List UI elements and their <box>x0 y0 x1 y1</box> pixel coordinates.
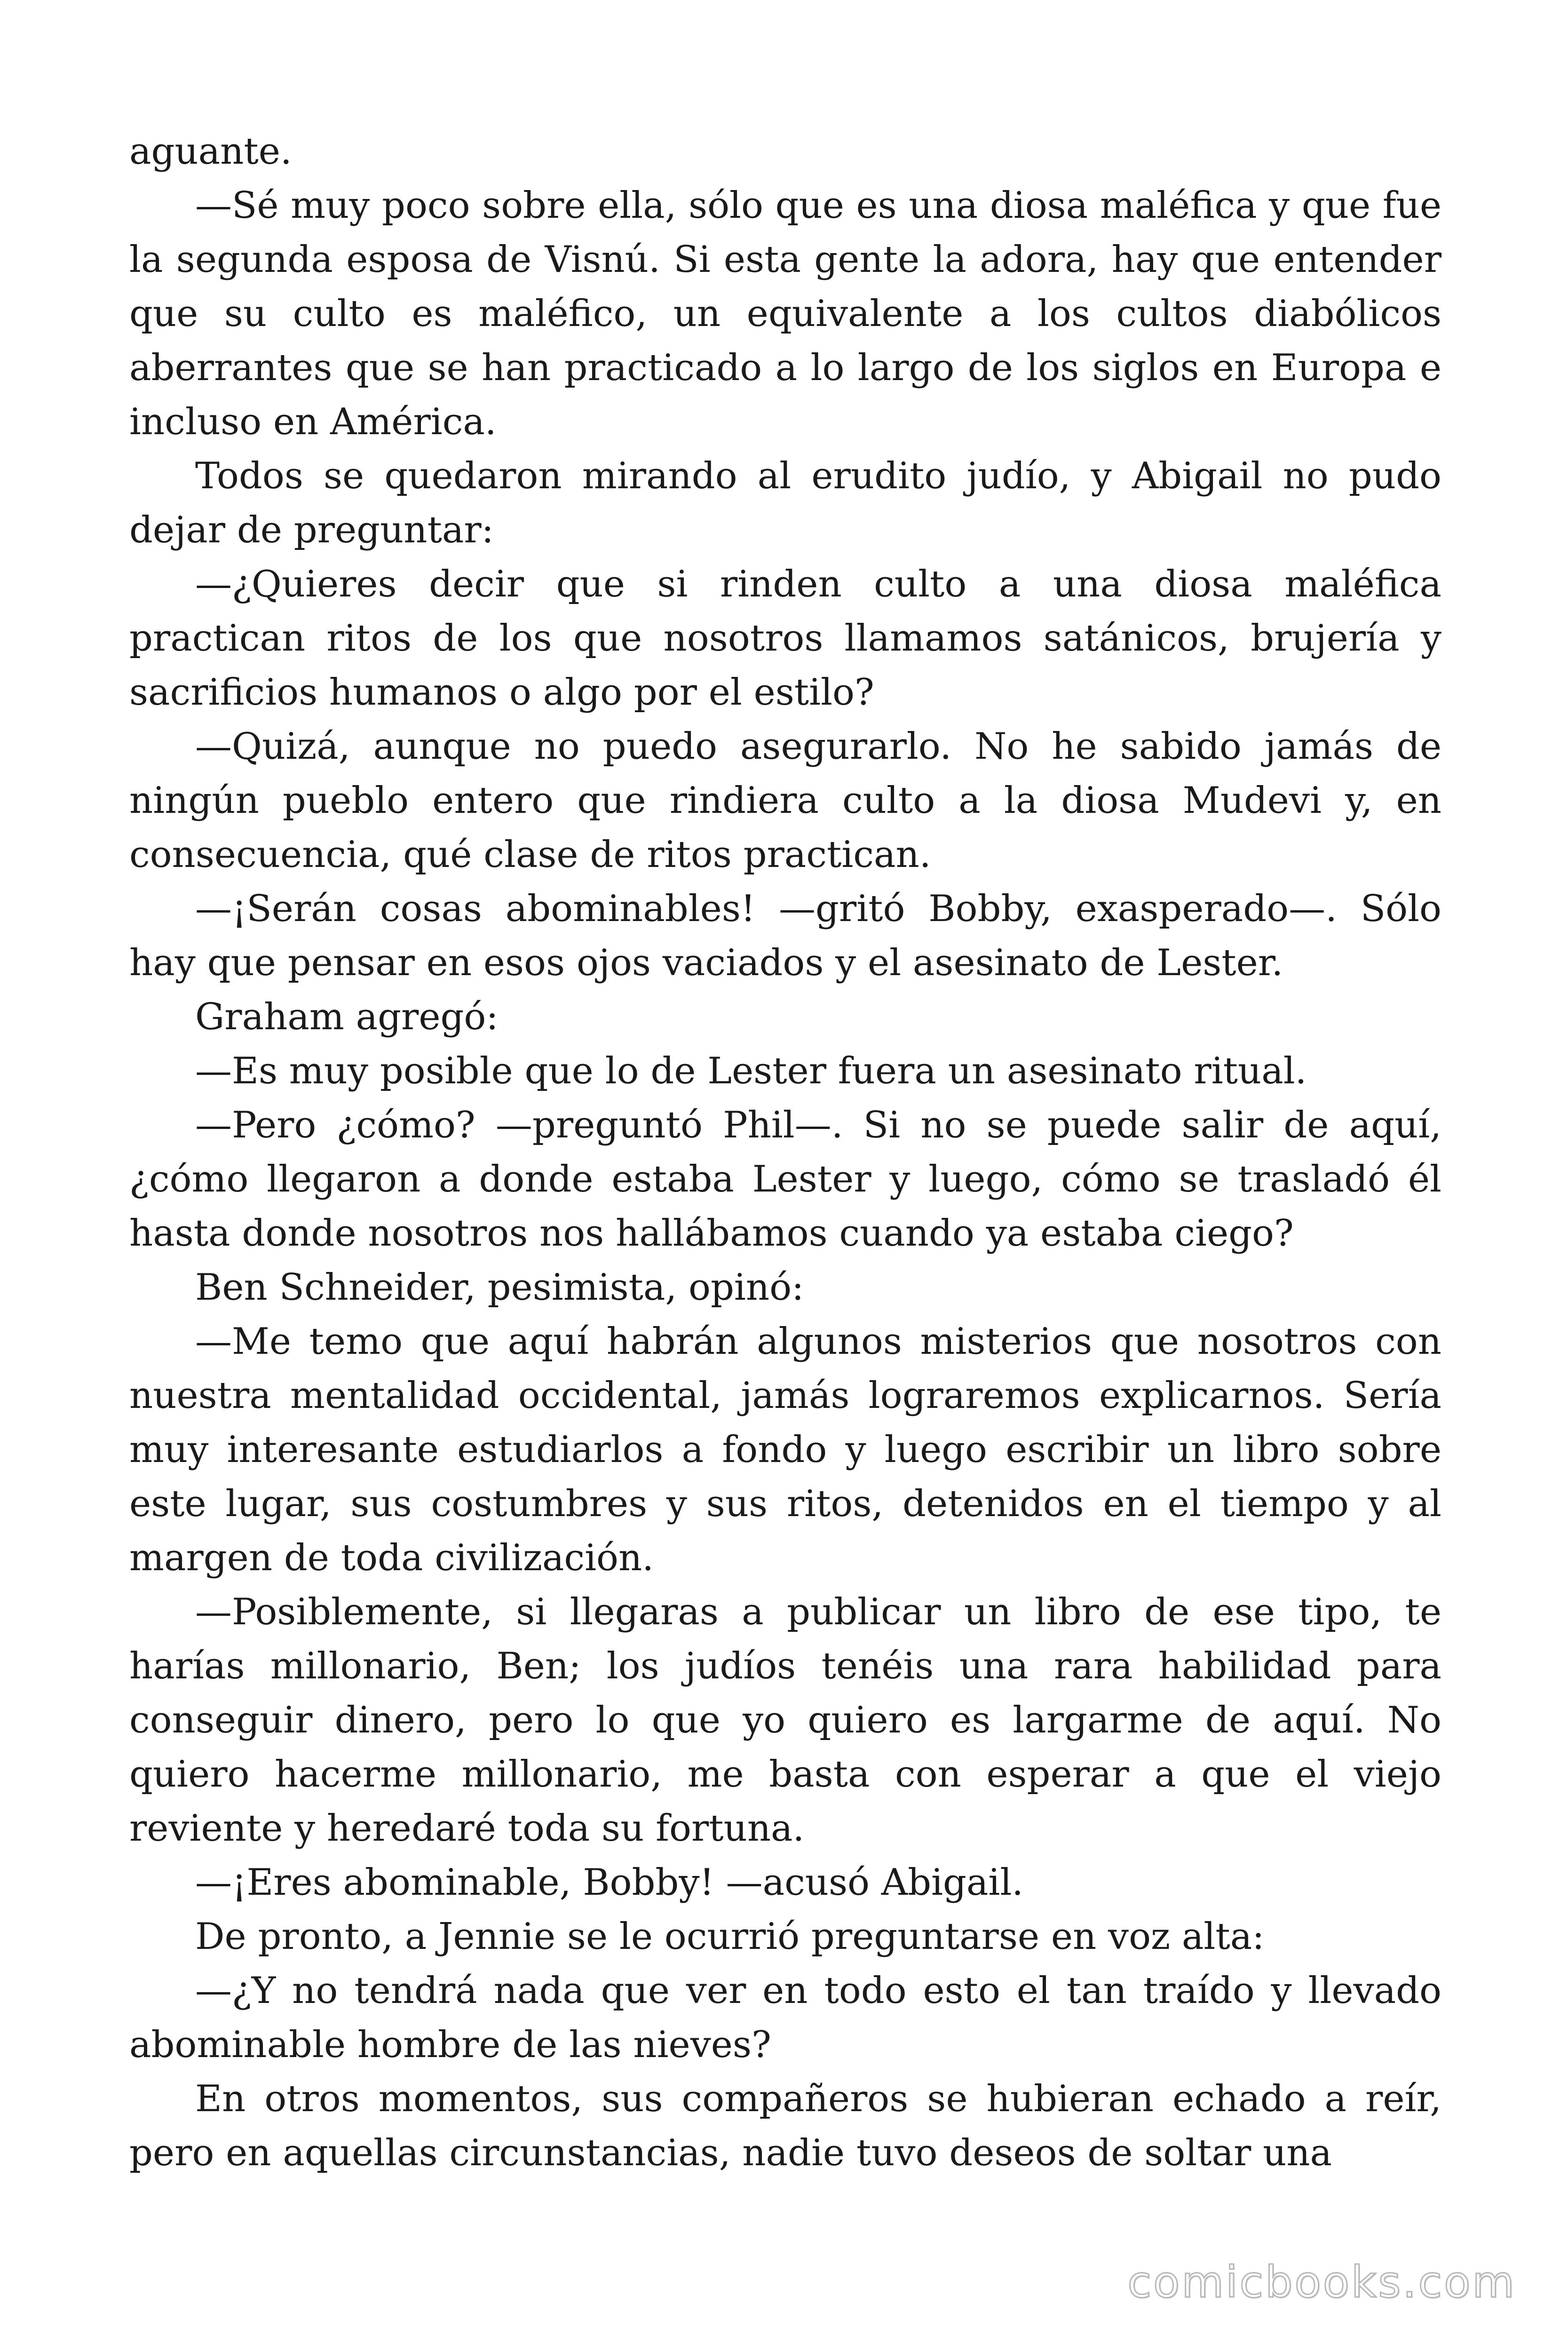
paragraph: Graham agregó: <box>195 996 499 1038</box>
paragraph: —Quizá, aunque no puedo asegurarlo. No he sabido jamás de ningún pueblo entero que rindiera culto a la diosa Mudevi y, en consecuencia, qué clase de ritos practican. <box>129 725 1441 876</box>
paragraph: —¿Quieres decir que si rinden culto a una diosa maléfica practican ritos de los que nosotros llamamos satánicos, brujería y sacrificios humanos o algo por el estilo? <box>129 563 1441 714</box>
paragraph: —Es muy posible que lo de Lester fuera un asesinato ritual. <box>195 1050 1307 1092</box>
paragraph: —¡Eres abominable, Bobby! —acusó Abigail. <box>195 1861 1024 1904</box>
paragraph: —Pero ¿cómo? —preguntó Phil—. Si no se puede salir de aquí, ¿cómo llegaron a donde estaba Lester y luego, cómo se trasladó él hasta donde nosotros nos hallábamos cuando ya estaba ciego? <box>129 1104 1441 1255</box>
paragraph: De pronto, a Jennie se le ocurrió preguntarse en voz alta: <box>195 1915 1265 1958</box>
paragraph: Ben Schneider, pesimista, opinó: <box>195 1266 804 1309</box>
paragraph: —Sé muy poco sobre ella, sólo que es una diosa maléfica y que fue la segunda esposa de Visnú. Si esta gente la adora, hay que entender que su culto es maléfico, un equivalente a los cultos diabólicos aberrantes que se han practicado a lo largo de los siglos en Europa e incluso en América. <box>129 184 1441 443</box>
paragraph: —Me temo que aquí habrán algunos misterios que nosotros con nuestra mentalidad occidental, jamás lograremos explicarnos. Sería muy interesante estudiarlos a fondo y luego escribir un libro sobre este lugar, sus costumbres y sus ritos, detenidos en el tiempo y al margen de toda civilización. <box>129 1320 1441 1579</box>
body-text <box>129 125 1441 2180</box>
watermark: comicbooks.com <box>1127 2257 1516 2307</box>
paragraph: —¿Y no tendrá nada que ver en todo esto el tan traído y llevado abominable hombre de las nieves? <box>129 1970 1441 2066</box>
paragraph: Todos se quedaron mirando al erudito judío, y Abigail no pudo dejar de preguntar: <box>129 455 1441 551</box>
paragraph: aguante. <box>129 130 292 173</box>
paragraph: En otros momentos, sus compañeros se hubieran echado a reír, pero en aquellas circunstancias, nadie tuvo deseos de soltar una <box>129 2078 1441 2174</box>
paragraph: —Posiblemente, si llegaras a publicar un libro de ese tipo, te harías millonario, Ben; los judíos tenéis una rara habilidad para conseguir dinero, pero lo que yo quiero es largarme de aquí. No quiero hacerme millonario, me basta con esperar a que el viejo reviente y heredaré toda su fortuna. <box>129 1591 1441 1850</box>
paragraph: —¡Serán cosas abominables! —gritó Bobby, exasperado—. Sólo hay que pensar en esos ojos vaciados y el asesinato de Lester. <box>129 888 1441 984</box>
